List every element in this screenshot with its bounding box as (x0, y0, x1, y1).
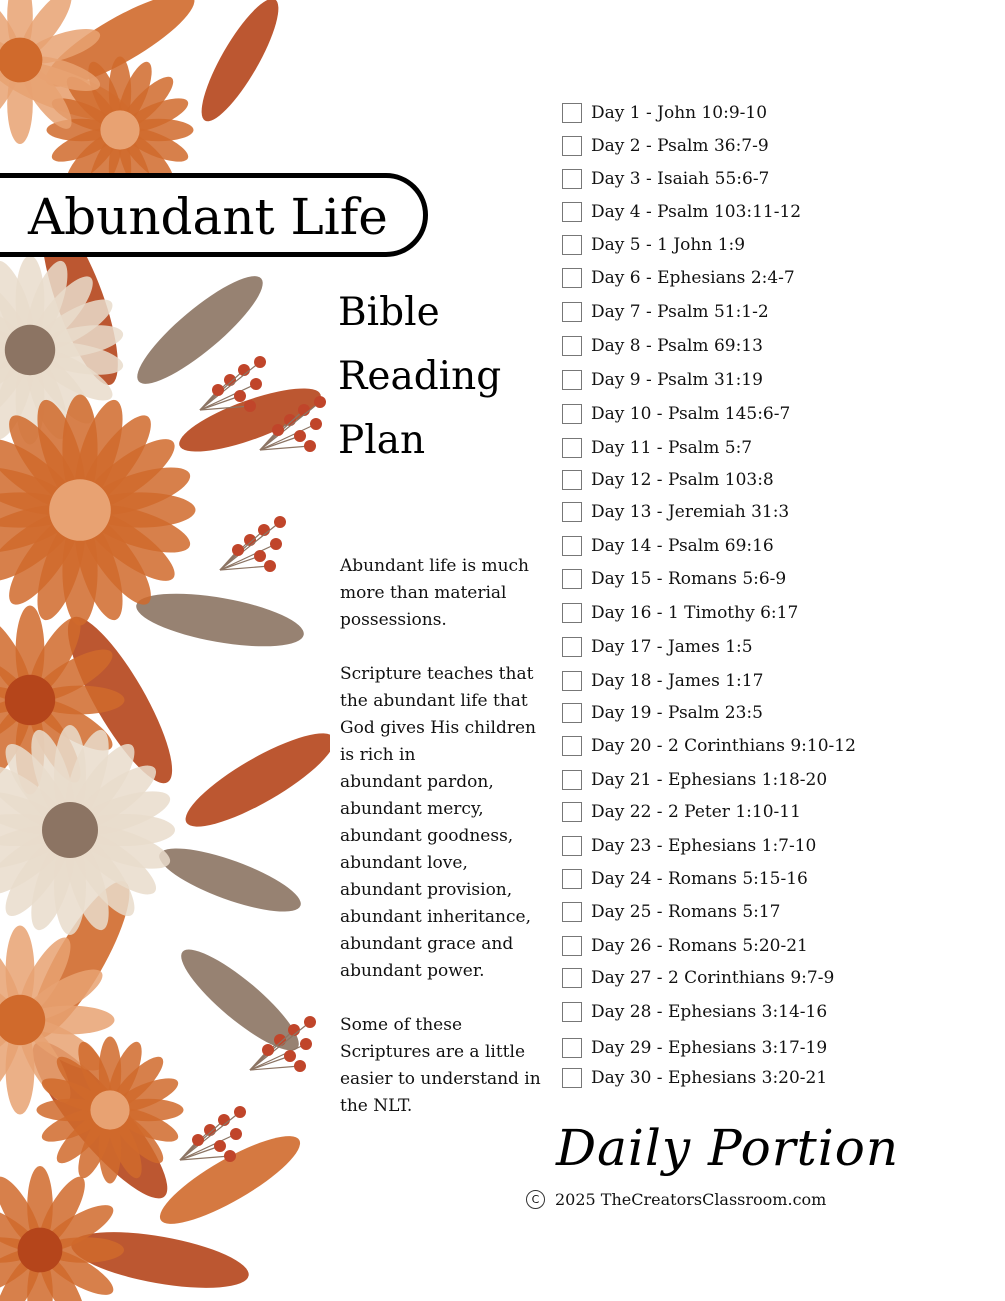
reading-item (562, 367, 763, 393)
reading-item (562, 499, 789, 525)
berry (204, 1124, 216, 1136)
leaf (132, 583, 307, 656)
reading-label: Day 27 - 2 Corinthians 9:7-9 (591, 968, 835, 988)
intro-line: Scripture teaches that (340, 664, 534, 684)
reading-item (562, 1065, 827, 1091)
leaf (125, 263, 274, 398)
reading-checkbox[interactable] (562, 603, 582, 623)
reading-item (562, 133, 769, 159)
berry (254, 356, 266, 368)
reading-label: Day 6 - Ephesians 2:4-7 (591, 268, 795, 288)
flower-center (100, 110, 139, 149)
reading-label: Day 13 - Jeremiah 31:3 (591, 502, 790, 522)
flower-center (5, 325, 55, 375)
reading-checkbox[interactable] (562, 936, 582, 956)
berry (230, 1128, 242, 1140)
reading-checkbox[interactable] (562, 470, 582, 490)
berry (262, 1044, 274, 1056)
reading-label: Day 10 - Psalm 145:6-7 (591, 404, 791, 424)
intro-line: more than material (340, 583, 507, 603)
berry (274, 516, 286, 528)
intro-text (340, 553, 550, 1120)
intro-line: possessions. (340, 610, 447, 630)
reading-checkbox[interactable] (562, 902, 582, 922)
reading-checkbox[interactable] (562, 968, 582, 988)
reading-label: Day 14 - Psalm 69:16 (591, 536, 774, 556)
paragraph-gap (340, 634, 550, 661)
reading-checkbox[interactable] (562, 836, 582, 856)
berry (300, 1038, 312, 1050)
reading-label: Day 17 - James 1:5 (591, 637, 753, 657)
reading-checkbox[interactable] (562, 671, 582, 691)
reading-item (562, 668, 763, 694)
reading-checkbox[interactable] (562, 404, 582, 424)
reading-item (562, 833, 816, 859)
reading-checkbox[interactable] (562, 869, 582, 889)
reading-checkbox[interactable] (562, 637, 582, 657)
reading-checkbox[interactable] (562, 1068, 582, 1088)
reading-label: Day 24 - Romans 5:15-16 (591, 869, 808, 889)
subtitle-line-3: Plan (338, 418, 426, 463)
reading-checkbox[interactable] (562, 302, 582, 322)
reading-label: Day 30 - Ephesians 3:20-21 (591, 1068, 828, 1088)
berry (192, 1134, 204, 1146)
berry (212, 384, 224, 396)
flower-center (5, 675, 55, 725)
reading-label: Day 15 - Romans 5:6-9 (591, 569, 787, 589)
berry (314, 396, 326, 408)
berry (214, 1140, 226, 1152)
reading-label: Day 11 - Psalm 5:7 (591, 438, 753, 458)
reading-label: Day 8 - Psalm 69:13 (591, 336, 763, 356)
reading-checkbox[interactable] (562, 103, 582, 123)
reading-item (562, 965, 834, 991)
berry (232, 544, 244, 556)
reading-checklist (562, 0, 992, 1100)
reading-label: Day 25 - Romans 5:17 (591, 902, 781, 922)
flower-center (49, 479, 111, 541)
reading-item (562, 100, 767, 126)
reading-item (562, 767, 827, 793)
intro-line: the NLT. (340, 1096, 413, 1116)
reading-checkbox[interactable] (562, 438, 582, 458)
reading-item (562, 600, 798, 626)
reading-item (562, 899, 781, 925)
flower-center (18, 1228, 63, 1273)
berry (254, 550, 266, 562)
reading-label: Day 26 - Romans 5:20-21 (591, 936, 808, 956)
intro-line: Some of these (340, 1015, 463, 1035)
reading-item (562, 333, 763, 359)
berry (224, 1150, 236, 1162)
reading-item (562, 232, 745, 258)
reading-label: Day 2 - Psalm 36:7-9 (591, 136, 769, 156)
intro-line: abundant love, (340, 853, 468, 873)
intro-line: God gives His children (340, 718, 536, 738)
reading-checkbox[interactable] (562, 502, 582, 522)
berry (224, 374, 236, 386)
subtitle-line-2: Reading (338, 354, 502, 399)
reading-label: Day 19 - Psalm 23:5 (591, 703, 763, 723)
berry (294, 430, 306, 442)
reading-item (562, 999, 827, 1025)
reading-checkbox[interactable] (562, 268, 582, 288)
leaf (153, 836, 307, 924)
copyright-icon: C (526, 1190, 545, 1209)
reading-label: Day 28 - Ephesians 3:14-16 (591, 1002, 828, 1022)
reading-checkbox[interactable] (562, 1002, 582, 1022)
berry (284, 1050, 296, 1062)
reading-label: Day 3 - Isaiah 55:6-7 (591, 169, 770, 189)
reading-item (562, 166, 769, 192)
intro-line: abundant provision, (340, 880, 513, 900)
reading-label: Day 1 - John 10:9-10 (591, 103, 768, 123)
reading-label: Day 23 - Ephesians 1:7-10 (591, 836, 817, 856)
reading-checkbox[interactable] (562, 703, 582, 723)
reading-label: Day 29 - Ephesians 3:17-19 (591, 1038, 828, 1058)
intro-line: abundant goodness, (340, 826, 514, 846)
copyright-text: 2025 TheCreatorsClassroom.com (555, 1190, 827, 1209)
intro-line: abundant grace and (340, 934, 514, 954)
intro-line: abundant power. (340, 961, 485, 981)
reading-checkbox[interactable] (562, 370, 582, 390)
paragraph-gap (340, 985, 550, 1012)
reading-checkbox[interactable] (562, 1038, 582, 1058)
reading-label: Day 20 - 2 Corinthians 9:10-12 (591, 736, 856, 756)
flower-center (90, 1090, 129, 1129)
leaf (173, 376, 327, 464)
reading-item (562, 700, 763, 726)
intro-line: abundant inheritance, (340, 907, 531, 927)
reading-item (562, 733, 856, 759)
berry (310, 418, 322, 430)
reading-label: Day 16 - 1 Timothy 6:17 (591, 603, 799, 623)
berry (234, 1106, 246, 1118)
reading-label: Day 4 - Psalm 103:11-12 (591, 202, 802, 222)
berry (304, 440, 316, 452)
berry (264, 560, 276, 572)
reading-checkbox[interactable] (562, 202, 582, 222)
reading-checkbox[interactable] (562, 736, 582, 756)
reading-label: Day 22 - 2 Peter 1:10-11 (591, 802, 801, 822)
berry (272, 424, 284, 436)
brand-logo: Daily Portion (556, 1119, 900, 1177)
reading-item (562, 1035, 827, 1061)
reading-item (562, 299, 769, 325)
reading-item (562, 199, 801, 225)
intro-line: Abundant life is much (340, 556, 529, 576)
reading-checkbox[interactable] (562, 536, 582, 556)
intro-line: is rich in (340, 745, 416, 765)
reading-item (562, 634, 753, 660)
intro-line: Scriptures are a little (340, 1042, 526, 1062)
berry (284, 414, 296, 426)
reading-item (562, 866, 808, 892)
reading-checkbox[interactable] (562, 136, 582, 156)
berry (274, 1034, 286, 1046)
berry (304, 1016, 316, 1028)
berry (234, 390, 246, 402)
reading-item (562, 933, 808, 959)
page-title: Abundant Life (28, 188, 388, 246)
subtitle-line-1: Bible (338, 290, 440, 335)
reading-checkbox[interactable] (562, 235, 582, 255)
berry (244, 534, 256, 546)
reading-item (562, 265, 795, 291)
berry (270, 538, 282, 550)
reading-checkbox[interactable] (562, 770, 582, 790)
reading-checkbox[interactable] (562, 802, 582, 822)
reading-label: Day 12 - Psalm 103:8 (591, 470, 774, 490)
intro-line: the abundant life that (340, 691, 528, 711)
intro-line: abundant mercy, (340, 799, 484, 819)
reading-label: Day 18 - James 1:17 (591, 671, 764, 691)
reading-checkbox[interactable] (562, 336, 582, 356)
reading-label: Day 9 - Psalm 31:19 (591, 370, 763, 390)
reading-label: Day 21 - Ephesians 1:18-20 (591, 770, 828, 790)
berry (294, 1060, 306, 1072)
reading-label: Day 5 - 1 John 1:9 (591, 235, 746, 255)
reading-item (562, 435, 752, 461)
leaf (175, 718, 330, 841)
reading-checkbox[interactable] (562, 169, 582, 189)
intro-line: abundant pardon, (340, 772, 494, 792)
reading-item (562, 566, 786, 592)
berry (250, 378, 262, 390)
leaf (170, 937, 310, 1063)
flower-center (42, 802, 98, 858)
reading-item (562, 401, 790, 427)
reading-checkbox[interactable] (562, 569, 582, 589)
reading-item (562, 799, 801, 825)
copyright-line (526, 1190, 826, 1209)
berry (244, 400, 256, 412)
reading-label: Day 7 - Psalm 51:1-2 (591, 302, 769, 322)
reading-item (562, 533, 774, 559)
intro-line: easier to understand in (340, 1069, 541, 1089)
reading-item (562, 467, 774, 493)
leaf (189, 0, 291, 130)
